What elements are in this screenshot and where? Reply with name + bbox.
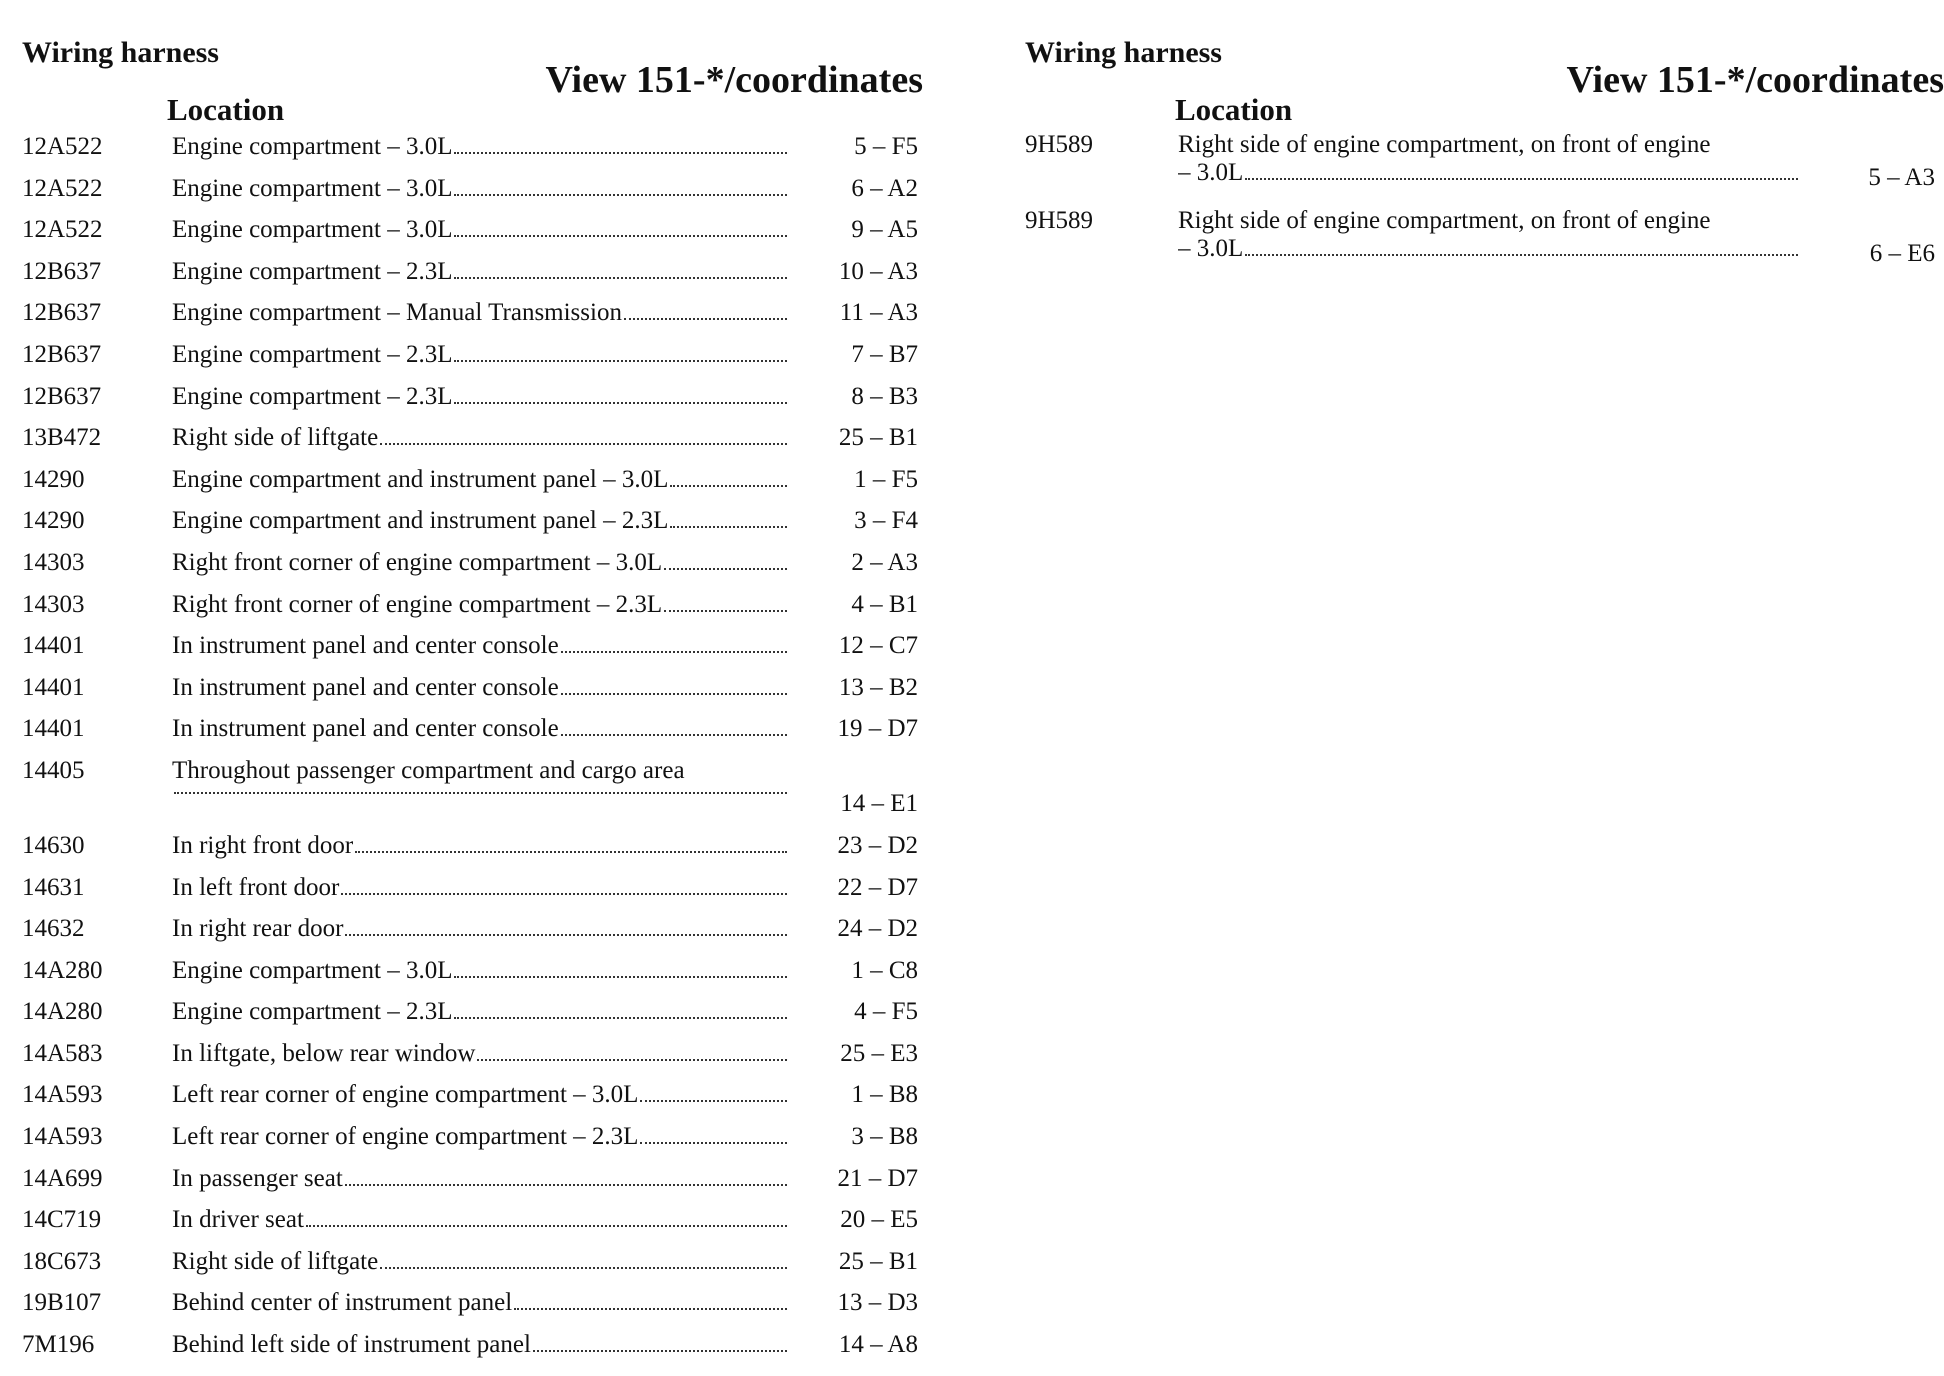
harness-code: 12B637	[22, 257, 102, 285]
view-coordinate: 24 – D2	[837, 915, 918, 943]
view-coordinate: 14 – A8	[838, 1331, 918, 1359]
location-text: Left rear corner of engine compartment – 3.0L	[172, 1081, 639, 1109]
harness-code: 14401	[22, 632, 85, 660]
view-coordinate: 11 – A3	[839, 299, 918, 327]
harness-code: 14630	[22, 831, 85, 859]
location-cell	[172, 1248, 787, 1276]
harness-code: 14A280	[22, 998, 103, 1026]
dot-leader	[345, 1183, 787, 1186]
location-cell	[172, 874, 787, 902]
location-text: Engine compartment – 3.0L	[172, 133, 453, 160]
harness-code: 14401	[22, 715, 85, 743]
dot-leader	[664, 567, 787, 570]
table-row	[22, 383, 922, 425]
dot-leader	[477, 1058, 787, 1061]
location-cell	[172, 715, 787, 743]
view-coordinate: 12 – C7	[838, 632, 918, 660]
dot-leader	[670, 525, 787, 528]
view-coordinate: 21 – D7	[837, 1164, 918, 1192]
location-cell	[172, 1289, 787, 1317]
location-text: Engine compartment – Manual Transmission	[172, 299, 622, 327]
location-cell	[172, 175, 787, 203]
table-row	[1025, 207, 1935, 283]
location-text: Right front corner of engine compartment – 2.3L	[172, 590, 663, 618]
view-coordinate: 4 – F5	[854, 998, 918, 1026]
dot-leader	[306, 1224, 787, 1227]
location-cell	[172, 507, 787, 535]
location-cell	[172, 591, 787, 619]
harness-code: 14303	[22, 548, 85, 576]
location-text: In instrument panel and center console	[172, 715, 559, 743]
location-text: In liftgate, below rear window	[172, 1039, 476, 1067]
table-row	[22, 957, 922, 999]
view-coordinate: 14 – E1	[840, 789, 918, 817]
view-coordinate: 8 – B3	[851, 382, 918, 410]
location-text: Engine compartment – 2.3L	[172, 340, 453, 368]
left-location-header: Location	[167, 92, 285, 127]
location-cell	[1178, 207, 1798, 263]
dot-leader	[1245, 177, 1798, 180]
location-text: Engine compartment – 3.0L	[172, 956, 453, 984]
dot-leader	[454, 234, 787, 237]
view-coordinate: 5 – A3	[1868, 164, 1935, 191]
table-row	[22, 757, 922, 832]
left-section-title: Wiring harness	[22, 36, 219, 69]
dot-leader	[454, 276, 787, 279]
dot-leader	[454, 975, 787, 978]
harness-code: 14C719	[22, 1206, 102, 1234]
table-row	[1025, 131, 1935, 207]
location-text: In instrument panel and center console	[172, 673, 559, 701]
harness-code: 9H589	[1025, 207, 1094, 234]
view-coordinate: 7 – B7	[851, 340, 918, 368]
location-text: In left front door	[172, 873, 340, 901]
location-text: Throughout passenger compartment and cargo area	[172, 756, 685, 784]
harness-code: 14290	[22, 507, 85, 535]
location-cell	[172, 1081, 787, 1109]
location-cell	[172, 424, 787, 452]
harness-code: 9H589	[1025, 131, 1094, 158]
view-coordinate: 22 – D7	[837, 873, 918, 901]
dot-leader	[561, 733, 787, 736]
location-cell	[172, 674, 787, 702]
location-cell	[172, 299, 787, 327]
dot-leader	[454, 359, 787, 362]
left-table	[22, 133, 922, 1373]
table-row	[22, 715, 922, 757]
location-cell	[172, 957, 787, 985]
location-cell	[172, 1040, 787, 1068]
location-text: Engine compartment – 3.0L	[172, 216, 453, 244]
view-coordinate: 9 – A5	[851, 216, 918, 244]
table-row	[22, 1331, 922, 1373]
location-cell	[172, 1165, 787, 1193]
dot-leader	[454, 151, 787, 154]
view-coordinate: 23 – D2	[837, 831, 918, 859]
harness-code: 14A593	[22, 1123, 103, 1151]
table-row	[22, 998, 922, 1040]
table-row	[22, 175, 922, 217]
view-coordinate: 25 – B1	[838, 424, 918, 452]
dot-leader	[454, 193, 787, 196]
dot-leader	[533, 1349, 787, 1352]
location-text: Behind left side of instrument panel	[172, 1331, 531, 1359]
location-cell	[172, 341, 787, 369]
location-text: Left rear corner of engine compartment – 2.3L	[172, 1123, 639, 1151]
harness-code: 12A522	[22, 174, 103, 202]
harness-code: 14632	[22, 915, 85, 943]
view-coordinate: 20 – E5	[840, 1206, 918, 1234]
table-row	[22, 674, 922, 716]
table-row	[22, 1040, 922, 1082]
location-text-cont: – 3.0L	[1178, 235, 1244, 262]
table-row	[22, 1165, 922, 1207]
dot-leader	[624, 317, 787, 320]
harness-code: 13B472	[22, 424, 102, 452]
location-cell	[172, 832, 787, 860]
view-coordinate: 4 – B1	[851, 590, 918, 618]
right-section-title: Wiring harness	[1025, 36, 1222, 69]
view-coordinate: 25 – E3	[840, 1039, 918, 1067]
location-text: Engine compartment – 2.3L	[172, 382, 453, 410]
dot-leader	[454, 1016, 787, 1019]
table-row	[22, 632, 922, 674]
view-coordinate: 1 – F5	[854, 465, 918, 493]
view-coordinate: 10 – A3	[838, 257, 918, 285]
location-text: Right side of engine compartment, on front of engine	[1178, 207, 1711, 234]
location-cell	[1178, 131, 1798, 187]
table-row	[22, 133, 922, 175]
table-row	[22, 258, 922, 300]
dot-leader	[561, 692, 787, 695]
location-cell	[172, 1331, 787, 1359]
table-row	[22, 549, 922, 591]
location-cell	[172, 258, 787, 286]
dot-leader	[561, 650, 787, 653]
dot-leader	[345, 933, 787, 936]
harness-code: 14A280	[22, 956, 103, 984]
harness-code: 7M196	[22, 1331, 95, 1359]
table-row	[22, 299, 922, 341]
table-row	[22, 1248, 922, 1290]
dot-leader	[380, 442, 787, 445]
dot-leader	[640, 1099, 787, 1102]
location-text: In right front door	[172, 831, 354, 859]
dot-leader	[355, 850, 787, 853]
table-row	[22, 507, 922, 549]
view-coordinate: 1 – C8	[851, 956, 918, 984]
view-coordinate: 25 – B1	[838, 1247, 918, 1275]
dot-leader	[670, 484, 787, 487]
location-text: Right front corner of engine compartment – 3.0L	[172, 548, 663, 576]
harness-code: 14A699	[22, 1164, 103, 1192]
location-text-cont: – 3.0L	[1178, 159, 1244, 186]
location-text: Right side of liftgate	[172, 1247, 379, 1275]
dot-leader	[454, 401, 787, 404]
harness-code: 18C673	[22, 1247, 102, 1275]
right-location-header: Location	[1175, 92, 1293, 127]
location-text: Engine compartment and instrument panel – 2.3L	[172, 507, 669, 535]
location-text: Engine compartment and instrument panel – 3.0L	[172, 465, 669, 493]
location-text: Engine compartment – 3.0L	[172, 174, 453, 202]
right-view-header: View 151-*/coordinates	[1566, 59, 1944, 101]
harness-code: 12B637	[22, 340, 102, 368]
view-coordinate: 1 – B8	[851, 1081, 918, 1109]
location-cell	[172, 383, 787, 411]
table-row	[22, 832, 922, 874]
harness-code: 14290	[22, 465, 85, 493]
harness-code: 14303	[22, 590, 85, 618]
table-row	[22, 341, 922, 383]
location-text: Engine compartment – 2.3L	[172, 257, 453, 285]
location-cell	[172, 133, 787, 161]
left-view-header: View 151-*/coordinates	[545, 59, 923, 101]
location-cell	[172, 998, 787, 1026]
location-text: In instrument panel and center console	[172, 632, 559, 660]
location-text: Right side of engine compartment, on front of engine	[1178, 131, 1711, 158]
dot-leader	[640, 1141, 787, 1144]
table-row	[22, 1289, 922, 1331]
view-coordinate: 19 – D7	[837, 715, 918, 743]
location-cell	[172, 216, 787, 244]
harness-code: 12B637	[22, 299, 102, 327]
view-coordinate: 5 – F5	[854, 133, 918, 160]
location-cell	[172, 632, 787, 660]
view-coordinate: 3 – B8	[851, 1123, 918, 1151]
view-coordinate: 2 – A3	[851, 548, 918, 576]
table-row	[22, 216, 922, 258]
dot-leader	[514, 1307, 787, 1310]
table-row	[22, 874, 922, 916]
location-text: Behind center of instrument panel	[172, 1289, 513, 1317]
location-cell	[172, 466, 787, 494]
location-cell	[172, 549, 787, 577]
location-cell	[172, 1123, 787, 1151]
location-text: Right side of liftgate	[172, 424, 379, 452]
location-text: In passenger seat	[172, 1164, 343, 1192]
harness-code: 12A522	[22, 216, 103, 244]
harness-code: 12B637	[22, 382, 102, 410]
dot-leader	[174, 791, 787, 794]
table-row	[22, 424, 922, 466]
table-row	[22, 915, 922, 957]
harness-code: 14631	[22, 873, 85, 901]
right-table	[1025, 131, 1935, 283]
harness-code: 14A583	[22, 1039, 103, 1067]
dot-leader	[1245, 253, 1798, 256]
view-coordinate: 6 – E6	[1869, 240, 1935, 267]
table-row	[22, 1081, 922, 1123]
harness-code: 14405	[22, 756, 85, 784]
table-row	[22, 591, 922, 633]
dot-leader	[664, 609, 787, 612]
location-cell	[172, 757, 787, 799]
table-row	[22, 466, 922, 508]
table-row	[22, 1206, 922, 1248]
view-coordinate: 6 – A2	[851, 174, 918, 202]
view-coordinate: 13 – B2	[838, 673, 918, 701]
harness-code: 12A522	[22, 133, 103, 160]
harness-code: 14401	[22, 673, 85, 701]
harness-code: 14A593	[22, 1081, 103, 1109]
dot-leader	[380, 1266, 787, 1269]
location-text: In driver seat	[172, 1206, 304, 1234]
view-coordinate: 3 – F4	[854, 507, 918, 535]
view-coordinate: 13 – D3	[837, 1289, 918, 1317]
location-text: In right rear door	[172, 915, 344, 943]
dot-leader	[341, 892, 787, 895]
location-cell	[172, 915, 787, 943]
location-text: Engine compartment – 2.3L	[172, 998, 453, 1026]
table-row	[22, 1123, 922, 1165]
harness-code: 19B107	[22, 1289, 102, 1317]
location-cell	[172, 1206, 787, 1234]
